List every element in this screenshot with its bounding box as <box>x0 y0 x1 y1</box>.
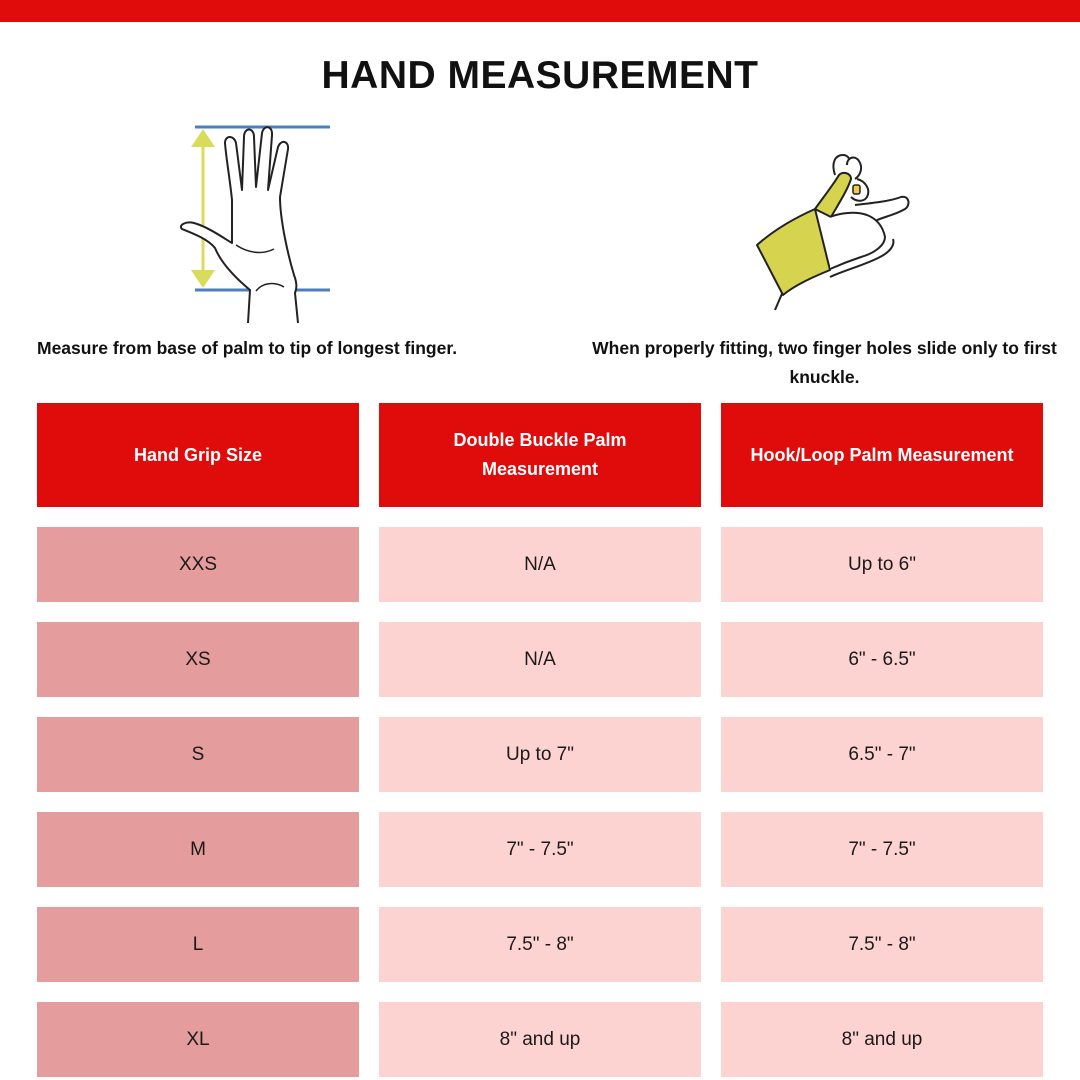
size-cell: XXS <box>37 527 359 602</box>
double-buckle-cell: 8" and up <box>379 1002 701 1077</box>
top-accent-bar <box>0 0 1080 22</box>
size-cell: M <box>37 812 359 887</box>
wrist-strap-fit-icon <box>735 145 920 315</box>
page-title: HAND MEASUREMENT <box>321 54 759 97</box>
hook-loop-cell: 6" - 6.5" <box>721 622 1043 697</box>
hook-loop-cell: 8" and up <box>721 1002 1043 1077</box>
double-buckle-cell: N/A <box>379 527 701 602</box>
hook-loop-cell: 7" - 7.5" <box>721 812 1043 887</box>
header-hook-loop: Hook/Loop Palm Measurement <box>721 403 1043 507</box>
size-cell: L <box>37 907 359 982</box>
header-double-buckle: Double Buckle Palm Measurement <box>379 403 701 507</box>
double-buckle-cell: 7" - 7.5" <box>379 812 701 887</box>
caption-fit-instruction: When properly fitting, two finger holes slide only to first knuckle. <box>592 338 1057 387</box>
double-buckle-cell: Up to 7" <box>379 717 701 792</box>
caption-measure-instruction: Measure from base of palm to tip of longest finger. <box>37 338 458 358</box>
hook-loop-cell: Up to 6" <box>721 527 1043 602</box>
hand-length-measurement-icon <box>170 115 370 330</box>
size-cell: XS <box>37 622 359 697</box>
double-buckle-cell: N/A <box>379 622 701 697</box>
hook-loop-cell: 7.5" - 8" <box>721 907 1043 982</box>
hook-loop-cell: 6.5" - 7" <box>721 717 1043 792</box>
size-cell: S <box>37 717 359 792</box>
size-cell: XL <box>37 1002 359 1077</box>
header-hand-grip-size: Hand Grip Size <box>37 403 359 507</box>
double-buckle-cell: 7.5" - 8" <box>379 907 701 982</box>
